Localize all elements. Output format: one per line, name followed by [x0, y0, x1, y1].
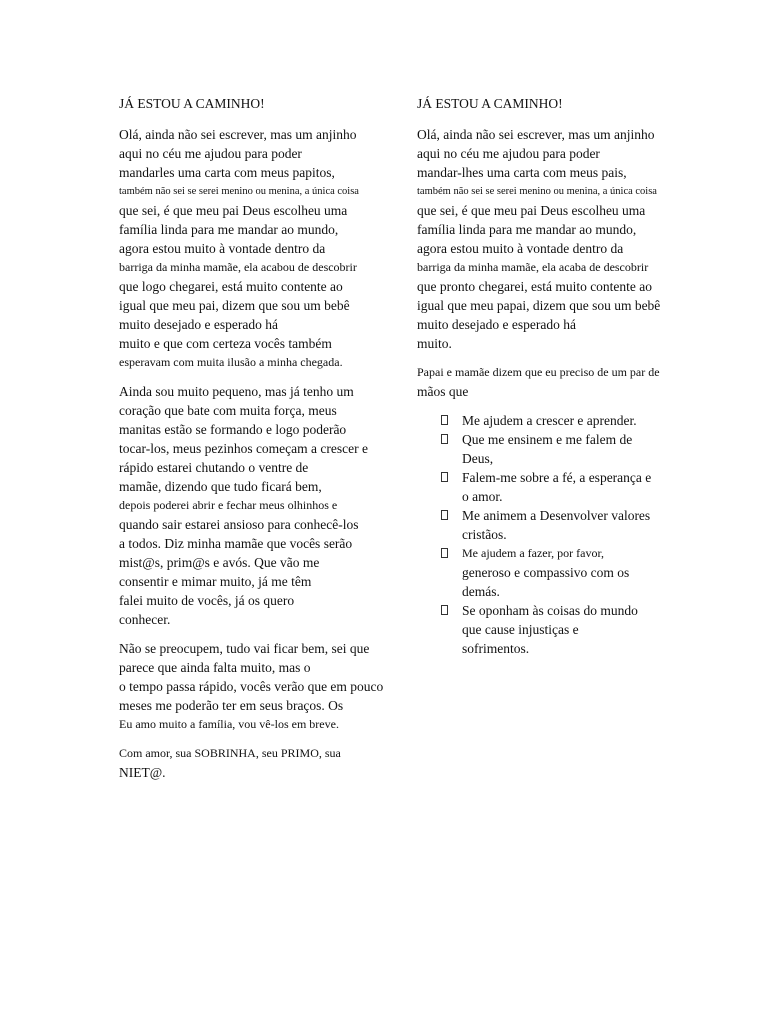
text-line: manitas estão se formando e logo poderão: [119, 422, 347, 437]
checkbox-bullet-icon: [441, 548, 448, 558]
text-line: mandar-lhes uma carta com meus pais,: [417, 165, 627, 180]
text-line: aqui no céu me ajudou para poder: [119, 146, 302, 161]
list-item: [417, 544, 707, 601]
text-line: que logo chegarei, está muito contente ao: [119, 279, 343, 294]
text-line: depois poderei abrir e fechar meus olhinhos e: [119, 498, 338, 512]
text-line: muito desejado e esperado há: [119, 317, 278, 332]
list-item-line: Deus,: [462, 451, 494, 466]
list-item-line: Falem-me sobre a fé, a esperança e: [462, 470, 652, 485]
text-line: muito e que com certeza vocês também: [119, 336, 332, 351]
text-line: NIET@.: [119, 765, 166, 780]
left-letter: [119, 96, 409, 792]
text-line: que sei, é que meu pai Deus escolheu uma: [417, 203, 646, 218]
text-line: conhecer.: [119, 612, 171, 627]
checkbox-bullet-icon: [441, 415, 448, 425]
letter-body: [417, 125, 707, 401]
text-line: também não sei se serei menino ou menina, a única coisa: [119, 186, 359, 197]
paragraph: [119, 125, 409, 372]
text-line: Com amor, sua SOBRINHA, seu PRIMO, sua: [119, 746, 341, 760]
text-line: agora estou muito à vontade dentro da: [417, 241, 624, 256]
text-line: igual que meu pai, dizem que sou um bebê: [119, 298, 350, 313]
text-line: Ainda sou muito pequeno, mas já tenho um: [119, 384, 354, 399]
text-line: família linda para me mandar ao mundo,: [119, 222, 339, 237]
text-line: agora estou muito à vontade dentro da: [119, 241, 326, 256]
letter-title: JÁ ESTOU A CAMINHO!: [119, 96, 265, 111]
list-item: [417, 506, 707, 544]
checkbox-bullet-icon: [441, 605, 448, 615]
text-line: que sei, é que meu pai Deus escolheu uma: [119, 203, 348, 218]
list-item: [417, 411, 707, 430]
list-item-line: Me ajudem a crescer e aprender.: [462, 413, 637, 428]
list-item-line: Me animem a Desenvolver valores: [462, 508, 651, 523]
paragraph: [417, 363, 707, 401]
paragraph: [119, 744, 409, 782]
text-line: Olá, ainda não sei escrever, mas um anjinho: [417, 127, 655, 142]
text-line: consentir e mimar muito, já me têm: [119, 574, 312, 589]
paragraph: [119, 382, 409, 629]
text-line: que pronto chegarei, está muito contente ao: [417, 279, 653, 294]
text-line: quando sair estarei ansioso para conhecê-los: [119, 517, 359, 532]
paragraph: [119, 639, 409, 734]
checkbox-bullet-icon: [441, 434, 448, 444]
text-line: igual que meu papai, dizem que sou um bebê: [417, 298, 661, 313]
list-item: [417, 468, 707, 506]
text-line: Eu amo muito a família, vou vê-los em breve.: [119, 717, 339, 731]
list-item-line: que cause injustiças e: [462, 622, 579, 637]
text-line: a todos. Diz minha mamãe que vocês serão: [119, 536, 353, 551]
list-item-line: generoso e compassivo com os: [462, 565, 630, 580]
letter-body: [119, 125, 409, 782]
list-item: [417, 601, 707, 658]
list-item-line: cristãos.: [462, 527, 507, 542]
text-line: família linda para me mandar ao mundo,: [417, 222, 637, 237]
right-letter: [417, 96, 707, 658]
text-line: aqui no céu me ajudou para poder: [417, 146, 600, 161]
text-line: esperavam com muita ilusão a minha chegada.: [119, 355, 343, 369]
text-line: também não sei se serei menino ou menina, a única coisa: [417, 186, 657, 197]
text-line: Não se preocupem, tudo vai ficar bem, sei que: [119, 641, 370, 656]
checkbox-bullet-icon: [441, 510, 448, 520]
text-line: mamãe, dizendo que tudo ficará bem,: [119, 479, 322, 494]
text-line: muito desejado e esperado há: [417, 317, 576, 332]
list-item-line: Me ajudem a fazer, por favor,: [462, 546, 604, 560]
text-line: mandarles uma carta com meus papitos,: [119, 165, 335, 180]
text-line: coração que bate com muita força, meus: [119, 403, 337, 418]
letter-title: JÁ ESTOU A CAMINHO!: [417, 96, 563, 111]
text-line: barriga da minha mamãe, ela acabou de descobrir: [119, 260, 357, 274]
list-item: [417, 430, 707, 468]
text-line: parece que ainda falta muito, mas o: [119, 660, 311, 675]
text-line: meses me poderão ter em seus braços. Os: [119, 698, 344, 713]
paragraph: [417, 125, 707, 353]
list-item-line: demás.: [462, 584, 500, 599]
text-line: rápido estarei chutando o ventre de: [119, 460, 309, 475]
list-item-line: o amor.: [462, 489, 503, 504]
list-item-line: sofrimentos.: [462, 641, 530, 656]
text-line: muito.: [417, 336, 452, 351]
text-line: o tempo passa rápido, vocês verão que em pouco: [119, 679, 384, 694]
text-line: tocar-los, meus pezinhos começam a crescer e: [119, 441, 368, 456]
text-line: mist@s, prim@s e avós. Que vão me: [119, 555, 320, 570]
list-item-line: Que me ensinem e me falem de: [462, 432, 633, 447]
text-line: Olá, ainda não sei escrever, mas um anjinho: [119, 127, 357, 142]
text-line: Papai e mamãe dizem que eu preciso de um par de: [417, 365, 660, 379]
list-item-line: Se oponham às coisas do mundo: [462, 603, 638, 618]
checkbox-bullet-icon: [441, 472, 448, 482]
text-line: barriga da minha mamãe, ela acaba de descobrir: [417, 260, 649, 274]
text-line: falei muito de vocês, já os quero: [119, 593, 295, 608]
text-line: mãos que: [417, 384, 469, 399]
hands-list: [417, 411, 707, 658]
